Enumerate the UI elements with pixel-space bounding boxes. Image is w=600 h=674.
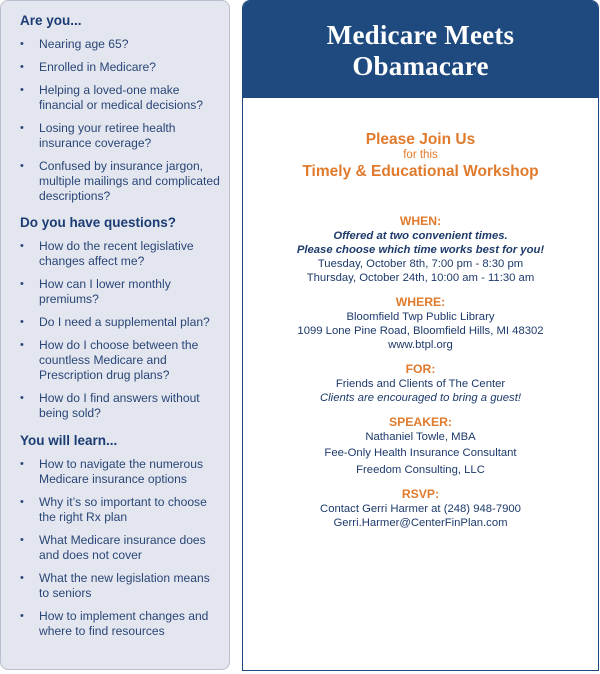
when-session-1: Tuesday, October 8th, 7:00 pm - 8:30 pm — [317, 258, 524, 270]
where-label: WHERE: — [395, 295, 446, 309]
list-item-text: Nearing age 65? — [39, 37, 129, 51]
page-title-line2: Obamacare — [352, 51, 489, 81]
bullet-icon: • — [20, 278, 24, 291]
join-heading: Please Join Us — [365, 131, 476, 148]
list-item-text: How do the recent legislative changes affect me? — [39, 239, 194, 269]
speaker-label: SPEAKER: — [389, 415, 452, 429]
bullet-icon: • — [20, 339, 24, 351]
list-item-text: How to implement changes and where to find resources — [39, 608, 209, 638]
list-item — [20, 277, 221, 307]
when-line-2: Please choose which time works best for you! — [296, 244, 545, 256]
list-item — [20, 37, 221, 52]
section-title-you-will-learn: You will learn... — [20, 432, 118, 448]
list-item-text: How do I find answers without being sold? — [39, 391, 200, 421]
learn-list — [20, 457, 221, 639]
list-item — [20, 495, 221, 525]
where-address: 1099 Lone Pine Road, Bloomfield Hills, MI 48302 — [297, 325, 544, 337]
list-item — [20, 391, 221, 421]
list-item-text: Enrolled in Medicare? — [39, 59, 156, 74]
when-line-1: Offered at two convenient times. — [333, 230, 508, 242]
list-item-text: Do I need a supplemental plan? — [39, 315, 210, 330]
when-session-2: Thursday, October 24th, 10:00 am - 11:30 am — [306, 272, 535, 284]
list-item-text: Helping a loved-one make financial or medical decisions? — [39, 82, 204, 112]
list-item-text: What Medicare insurance does and does not cover — [39, 532, 206, 562]
page-title-line1: Medicare Meets — [326, 20, 515, 50]
when-label: WHEN: — [399, 214, 442, 228]
list-item-text: How do I choose between the countless Medicare and Prescription drug plans? — [39, 338, 199, 383]
section-title-are-you: Are you... — [20, 13, 82, 28]
bullet-icon: • — [20, 83, 24, 96]
for-audience: Friends and Clients of The Center — [335, 378, 506, 390]
bullet-icon: • — [20, 240, 24, 253]
for-label: FOR: — [405, 362, 436, 376]
bullet-icon: • — [20, 495, 24, 508]
list-item-text: How can I lower monthly premiums? — [39, 277, 171, 307]
bullet-icon: • — [20, 392, 24, 405]
speaker-company: Freedom Consulting, LLC — [356, 464, 485, 476]
rsvp-email: Gerri.Harmer@CenterFinPlan.com — [333, 517, 508, 529]
list-item — [20, 60, 221, 75]
title-banner — [243, 1, 598, 98]
list-item-text: Why it’s so important to choose the right Rx plan — [39, 494, 207, 524]
list-item — [20, 83, 221, 113]
bullet-icon: • — [20, 316, 24, 329]
where-venue: Bloomfield Twp Public Library — [346, 311, 495, 323]
event-details-panel — [242, 0, 599, 671]
list-item — [20, 457, 221, 487]
list-item — [20, 609, 221, 639]
where-website: www.btpl.org — [388, 339, 453, 351]
bullet-icon: • — [20, 533, 24, 546]
list-item — [20, 315, 221, 330]
list-item — [20, 533, 221, 563]
list-item — [20, 338, 221, 384]
are-you-list — [20, 37, 221, 204]
list-item — [20, 239, 221, 269]
bullet-icon: • — [20, 60, 24, 73]
bullet-icon: • — [20, 121, 24, 134]
list-item — [20, 571, 221, 601]
left-sidebar-panel — [0, 0, 230, 670]
for-this-text: for this — [403, 149, 438, 161]
bullet-icon: • — [20, 609, 24, 622]
for-guest-note: Clients are encouraged to bring a guest! — [320, 392, 521, 404]
speaker-name: Nathaniel Towle, MBA — [365, 431, 476, 443]
bullet-icon: • — [20, 38, 24, 50]
list-item — [20, 159, 221, 205]
list-item-text: Losing your retiree health insurance coverage? — [39, 120, 176, 150]
bullet-icon: • — [20, 571, 24, 584]
list-item-text: How to navigate the numerous Medicare insurance options — [39, 456, 204, 486]
rsvp-contact: Contact Gerri Harmer at (248) 948-7900 — [320, 503, 521, 515]
workshop-heading: Timely & Educational Workshop — [302, 163, 539, 180]
event-content — [243, 131, 598, 530]
rsvp-label: RSVP: — [401, 487, 440, 501]
list-item-text: What the new legislation means to seniors — [39, 570, 210, 600]
list-item-text: Confused by insurance jargon, multiple mailings and complicated descriptions? — [39, 158, 220, 203]
section-title-questions: Do you have questions? — [20, 215, 177, 231]
bullet-icon: • — [20, 159, 24, 172]
speaker-title: Fee-Only Health Insurance Consultant — [324, 447, 517, 459]
bullet-icon: • — [20, 457, 24, 470]
list-item — [20, 121, 221, 151]
questions-list — [20, 239, 221, 421]
